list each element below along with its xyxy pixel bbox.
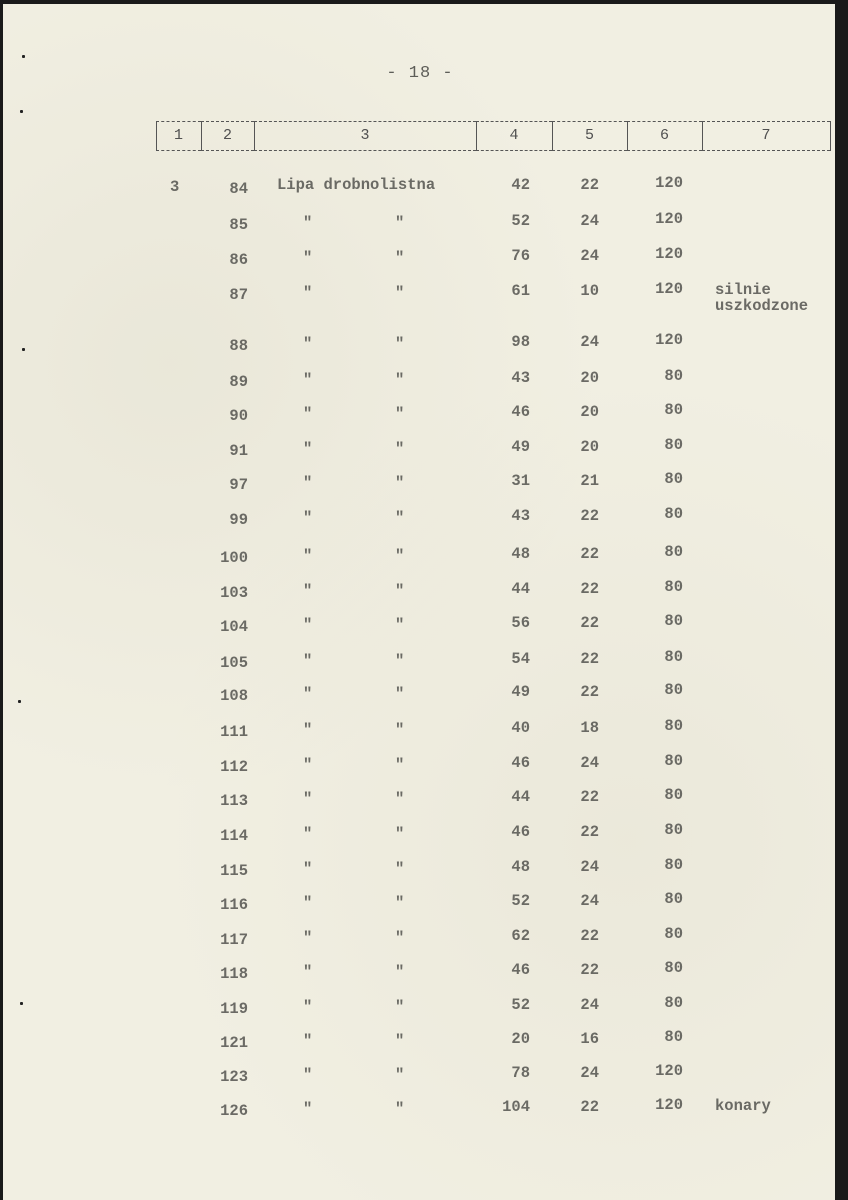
header-cell-1: 1 [156,121,201,151]
tree-number: 99 [229,511,248,529]
measure-col4: 52 [511,212,530,230]
measure-col6: 80 [664,890,683,908]
measure-col5: 24 [580,333,599,351]
ditto-mark: " [303,756,313,774]
measure-col4: 31 [511,472,530,490]
ditto-mark: " [395,440,405,458]
measure-col4: 44 [511,580,530,598]
measure-col5: 16 [580,1030,599,1048]
tree-number: 105 [220,654,248,672]
ditto-mark: " [303,860,313,878]
measure-col6: 80 [664,578,683,596]
header-divider [254,121,255,151]
ditto-mark: " [395,756,405,774]
ditto-mark: " [303,790,313,808]
measure-col4: 46 [511,403,530,421]
measure-col6: 80 [664,752,683,770]
measure-col5: 22 [580,1098,599,1116]
measure-col6: 80 [664,505,683,523]
ditto-mark: " [395,335,405,353]
ditto-mark: " [395,582,405,600]
measure-col5: 24 [580,858,599,876]
measure-col4: 46 [511,754,530,772]
measure-col6: 120 [655,1062,683,1080]
tree-number: 100 [220,549,248,567]
ditto-mark: " [303,547,313,565]
ditto-mark: " [395,998,405,1016]
measure-col4: 54 [511,650,530,668]
header-divider [156,121,157,151]
tree-number: 111 [220,723,248,741]
measure-col6: 80 [664,401,683,419]
tree-number: 112 [220,758,248,776]
ditto-mark: " [303,1100,313,1118]
measure-col5: 22 [580,823,599,841]
header-divider [702,121,703,151]
table-header [156,121,830,151]
ditto-mark: " [303,249,313,267]
measure-col5: 22 [580,961,599,979]
ditto-mark: " [395,825,405,843]
measure-col6: 80 [664,681,683,699]
measure-col4: 42 [511,176,530,194]
tree-number: 86 [229,251,248,269]
measure-col5: 22 [580,176,599,194]
header-cell-5: 5 [552,121,627,151]
edge-mark [18,700,21,703]
ditto-mark: " [303,998,313,1016]
header-cell-7: 7 [702,121,830,151]
ditto-mark: " [395,616,405,634]
measure-col5: 21 [580,472,599,490]
measure-col4: 48 [511,858,530,876]
ditto-mark: " [395,790,405,808]
edge-mark [20,110,23,113]
measure-col4: 48 [511,545,530,563]
ditto-mark: " [303,371,313,389]
ditto-mark: " [303,685,313,703]
measure-col5: 22 [580,580,599,598]
ditto-mark: " [395,860,405,878]
ditto-mark: " [303,582,313,600]
measure-col5: 18 [580,719,599,737]
measure-col6: 80 [664,786,683,804]
ditto-mark: " [395,685,405,703]
measure-col5: 22 [580,927,599,945]
ditto-mark: " [395,249,405,267]
measure-col6: 80 [664,959,683,977]
measure-col5: 20 [580,403,599,421]
edge-mark [22,348,25,351]
header-divider [627,121,628,151]
measure-col4: 46 [511,961,530,979]
measure-col4: 46 [511,823,530,841]
ditto-mark: " [395,721,405,739]
ditto-mark: " [303,440,313,458]
ditto-mark: " [395,284,405,302]
remark: uszkodzone [715,297,809,315]
measure-col6: 80 [664,543,683,561]
ditto-mark: " [303,652,313,670]
ditto-mark: " [303,509,313,527]
ditto-mark: " [395,214,405,232]
tree-number: 103 [220,584,248,602]
tree-number: 116 [220,896,248,914]
measure-col5: 20 [580,438,599,456]
measure-col4: 52 [511,996,530,1014]
measure-col4: 43 [511,369,530,387]
tree-number: 108 [220,687,248,705]
ditto-mark: " [303,335,313,353]
measure-col4: 56 [511,614,530,632]
ditto-mark: " [395,547,405,565]
measure-col6: 120 [655,331,683,349]
ditto-mark: " [303,1066,313,1084]
tree-number: 113 [220,792,248,810]
edge-mark [22,55,25,58]
measure-col5: 24 [580,1064,599,1082]
tree-number: 104 [220,618,248,636]
tree-number: 97 [229,476,248,494]
tree-number: 123 [220,1068,248,1086]
ditto-mark: " [303,894,313,912]
tree-number: 119 [220,1000,248,1018]
measure-col6: 80 [664,612,683,630]
measure-col6: 80 [664,821,683,839]
header-divider [552,121,553,151]
species-name: Lipa drobnolistna [277,176,436,194]
tree-number: 91 [229,442,248,460]
measure-col5: 24 [580,892,599,910]
measure-col4: 61 [511,282,530,300]
measure-col6: 120 [655,245,683,263]
tree-number: 117 [220,931,248,949]
remark: konary [715,1097,771,1115]
measure-col6: 80 [664,994,683,1012]
ditto-mark: " [395,894,405,912]
measure-col6: 80 [664,367,683,385]
header-cell-3: 3 [254,121,476,151]
measure-col4: 62 [511,927,530,945]
ditto-mark: " [395,929,405,947]
tree-number: 121 [220,1034,248,1052]
measure-col6: 80 [664,856,683,874]
measure-col5: 22 [580,614,599,632]
tree-number: 114 [220,827,248,845]
measure-col5: 24 [580,212,599,230]
measure-col6: 80 [664,717,683,735]
ditto-mark: " [303,929,313,947]
measure-col5: 22 [580,507,599,525]
measure-col5: 24 [580,247,599,265]
ditto-mark: " [303,721,313,739]
section-number: 3 [170,178,180,196]
tree-number: 89 [229,373,248,391]
tree-number: 87 [229,286,248,304]
measure-col6: 120 [655,1096,683,1114]
tree-number: 84 [229,180,248,198]
measure-col4: 49 [511,438,530,456]
ditto-mark: " [303,1032,313,1050]
measure-col5: 24 [580,754,599,772]
ditto-mark: " [395,509,405,527]
measure-col4: 44 [511,788,530,806]
ditto-mark: " [395,1100,405,1118]
measure-col6: 80 [664,648,683,666]
measure-col5: 22 [580,650,599,668]
edge-mark [20,1002,23,1005]
tree-number: 118 [220,965,248,983]
tree-number: 88 [229,337,248,355]
ditto-mark: " [303,963,313,981]
measure-col6: 80 [664,1028,683,1046]
ditto-mark: " [395,371,405,389]
measure-col4: 40 [511,719,530,737]
ditto-mark: " [395,652,405,670]
measure-col5: 22 [580,683,599,701]
remark: silnie [715,281,771,299]
header-cell-4: 4 [476,121,552,151]
measure-col4: 43 [511,507,530,525]
tree-number: 90 [229,407,248,425]
measure-col6: 80 [664,470,683,488]
measure-col6: 80 [664,925,683,943]
measure-col4: 98 [511,333,530,351]
header-divider [476,121,477,151]
ditto-mark: " [303,405,313,423]
ditto-mark: " [303,825,313,843]
measure-col4: 78 [511,1064,530,1082]
page-number: - 18 - [386,64,454,83]
measure-col5: 24 [580,996,599,1014]
header-divider [201,121,202,151]
ditto-mark: " [303,214,313,232]
ditto-mark: " [395,1066,405,1084]
ditto-mark: " [395,474,405,492]
tree-number: 126 [220,1102,248,1120]
measure-col4: 49 [511,683,530,701]
measure-col6: 120 [655,280,683,298]
measure-col5: 10 [580,282,599,300]
ditto-mark: " [395,405,405,423]
measure-col4: 20 [511,1030,530,1048]
measure-col4: 52 [511,892,530,910]
tree-number: 85 [229,216,248,234]
ditto-mark: " [303,474,313,492]
measure-col4: 76 [511,247,530,265]
header-divider [830,121,831,151]
header-cell-6: 6 [627,121,702,151]
header-cell-2: 2 [201,121,254,151]
measure-col4: 104 [502,1098,530,1116]
ditto-mark: " [395,1032,405,1050]
measure-col6: 80 [664,436,683,454]
measure-col5: 22 [580,788,599,806]
tree-number: 115 [220,862,248,880]
measure-col6: 120 [655,210,683,228]
measure-col5: 22 [580,545,599,563]
ditto-mark: " [303,284,313,302]
ditto-mark: " [395,963,405,981]
ditto-mark: " [303,616,313,634]
measure-col6: 120 [655,174,683,192]
measure-col5: 20 [580,369,599,387]
